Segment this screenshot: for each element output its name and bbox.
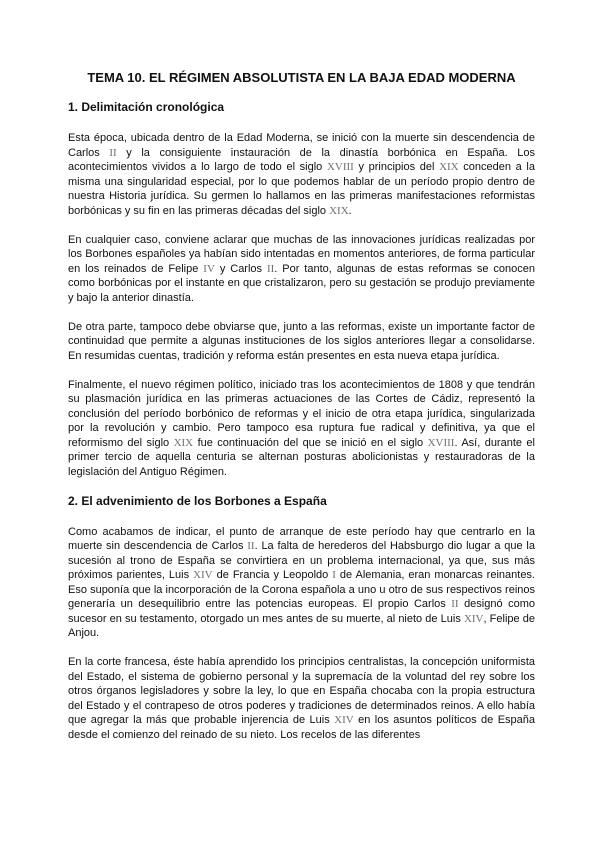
paragraph: Esta época, ubicada dentro de la Edad Moderna, se inició con la muerte sin descendencia de Carlos II y la consiguiente instauración de la dinastía borbónica en España. Los acontecimientos vividos a lo largo de todo el siglo XVIII y principios del XIX conceden a la misma una singularidad especial, por lo que podemos hablar de un período propio dentro de nuestra Historia jurídica. Su germen lo hallamos en las primeras manifestaciones reformistas borbónicas y su fin en las primeras décadas del siglo XIX. [68,132,536,217]
paragraph: En la corte francesa, éste había aprendido los principios centralistas, la concepción uniformista del Estado, el sistema de gobierno personal y la supremacía de la voluntad del rey sobre los otros órganos legisladores y sobre la ley, lo que en España chocaba con la propia estructura del Estado y el contrapeso de otros poderes y tradiciones de determinados reinos. A ello había que agregar la más que probable injerencia de Luis XIV en los asuntos políticos de España desde el comienzo del reinado de su nieto. Los recelos de las diferentes [68,656,535,741]
roman-numeral: XVIII [427,436,455,449]
roman-numeral: II [109,146,117,159]
paragraph: De otra parte, tampoco debe obviarse que, junto a las reformas, existe un importante factor de continuidad que permite a algunas instituciones de los siglos anteriores llegar a consolidarse. En resumidas cuentas, tradición y reforma están presentes en esta nueva etapa jurídica. [68,320,535,362]
section-advenimiento-borbones [68,494,535,743]
paragraph: Como acabamos de indicar, el punto de arranque de este período hay que centrarlo en la muerte sin descendencia de Carlos II. La falta de herederos del Habsburgo dio lugar a que la sucesión al trono de España se convirtiera en un problema internacional, ya que, sus más próximos parientes, Luis XIV de Francia y Leopoldo I de Alemania, eran monarcas reinantes. Eso suponía que la incorporación de la Corona española a uno u otro de sus respectivos reinos generaría un desequilibrio entre las potencias europeas. El propio Carlos II designó como sucesor en su testamento, otorgado un mes antes de su muerte, al nieto de Luis XIV, Felipe de Anjou. [68,525,535,639]
roman-numeral: I [332,569,336,581]
roman-numeral: XIV [463,612,484,625]
paragraph: En cualquier caso, conviene aclarar que muchas de las innovaciones jurídicas realizadas por los Borbones españoles ya habían sido intentadas en momentos anteriores, de forma particular en los reinados de Felipe IV y Carlos II. Por tanto, algunas de estas reformas se conocen como borbónicas por el instante en que cristalizaron, pero su gestación se produjo previamente y bajo la anterior dinastía. [68,233,535,304]
section-delimitacion-cronologica [68,100,535,479]
roman-numeral: XIX [173,436,194,449]
roman-numeral: II [247,540,255,552]
roman-numeral: XIX [439,161,459,173]
roman-numeral: XIV [193,569,213,581]
roman-numeral: IV [203,262,215,275]
roman-numeral: XIV [334,714,354,726]
document-title: TEMA 10. EL RÉGIMEN ABSOLUTISTA EN LA BAJA EDAD MODERNA [87,70,516,85]
roman-numeral: XIX [329,204,349,217]
section-1-heading: 1. Delimitación cronológica [68,100,225,114]
paragraph: Finalmente, el nuevo régimen político, iniciado tras los acontecimientos de 1808 y que tendrán su plasmación jurídica en las primeras actuaciones de las Cortes de Cádiz, representó la conclusión del período borbónico de reformas y el inicio de otra etapa jurídica, singularizada por la revolución y cambio. Pero tampoco esa ruptura fue radical y definitiva, ya que el reformismo del siglo XIX fue continuación del que se inició en el siglo XVIII. Así, durante el primer tercio de aquella centuria se alternan posturas abolicionistas y restauradoras de la legislación del Antiguo Régimen. [68,378,535,478]
section-2-heading: 2. El advenimiento de los Borbones a España [68,493,327,508]
roman-numeral: II [451,598,459,610]
roman-numeral: XVIII [326,161,354,173]
roman-numeral: II [266,262,275,275]
